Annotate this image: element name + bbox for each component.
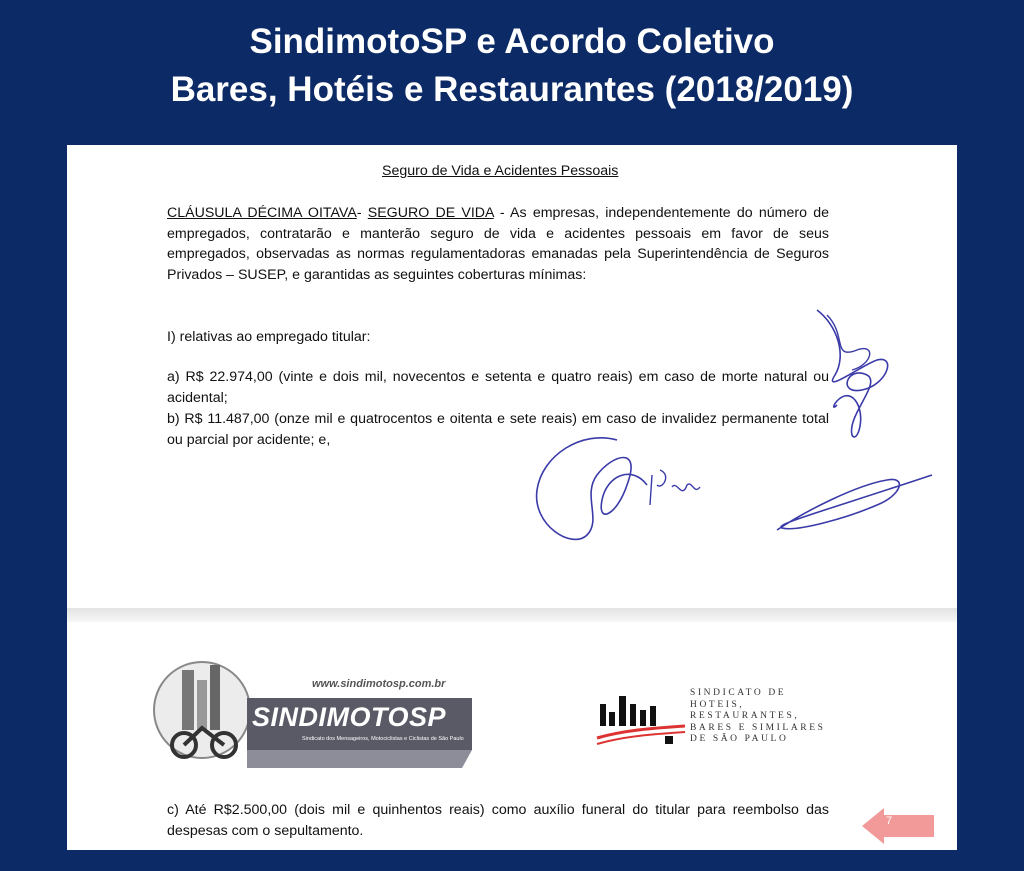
coverage-item-a: a) R$ 22.974,00 (vinte e dois mil, novecentos e setenta e quatro reais) em caso de morte natural ou acidental; — [167, 369, 829, 406]
sinhores-name — [690, 688, 826, 746]
coverage-item-c: c) Até R$2.500,00 (dois mil e quinhentos reais) como auxílio funeral do titular para reembolso das despesas com o sepultamento. — [167, 802, 829, 839]
sinhores-line-1: SINDICATO DE — [690, 688, 787, 698]
sinhores-line-2: HOTEIS, — [690, 699, 745, 710]
intro-item: I) relativas ao empregado titular: — [167, 329, 371, 345]
sindimotosp-tagline: Sindicato dos Mensageiros, Motociclistas e Ciclistas de São Paulo — [302, 736, 464, 742]
sinhores-line-3: RESTAURANTES, — [690, 711, 800, 721]
section-heading: Seguro de Vida e Acidentes Pessoais — [382, 163, 619, 179]
slide-title — [0, 18, 1024, 114]
clause-subject: SEGURO DE VIDA — [367, 205, 494, 221]
clause-separator: - — [356, 205, 368, 221]
coverage-item-b: b) R$ 11.487,00 (onze mil e quatrocentos e oitenta e sete reais) em caso de invalidez permanente total ou parcial por acidente; e, — [167, 411, 829, 448]
document-page-bottom — [67, 622, 957, 850]
document-page-top — [67, 145, 957, 608]
page-number: 7 — [886, 815, 893, 827]
clause-paragraph — [167, 203, 829, 285]
sindimotosp-url: www.sindimotosp.com.br — [312, 678, 446, 690]
slide-title-line-1: SindimotoSP e Acordo Coletivo — [249, 22, 775, 61]
page-separator — [67, 608, 957, 622]
sindimotosp-name: SINDIMOTOSP — [252, 702, 447, 732]
clause-label: CLÁUSULA DÉCIMA OITAVA — [167, 205, 357, 221]
previous-page-button[interactable] — [862, 808, 934, 844]
sinhores-logo-graphic — [595, 686, 690, 756]
sindimotosp-logo — [152, 650, 477, 775]
sinhores-logo — [595, 686, 860, 756]
sinhores-line-5: DE SÃO PAULO — [690, 734, 789, 744]
clause-body: - As empresas, independentemente do número de empregados, contratarão e manterão seguro de vida e acidentes pessoais em favor de seus empregados, observadas as normas regulamentadoras emanadas pela Superintendência de Seguros Privados – SUSEP, e garantidas as seguintes coberturas mínimas: — [167, 205, 829, 283]
signature-center — [522, 425, 732, 555]
signature-far-right — [767, 470, 942, 540]
left-arrow-icon — [862, 808, 934, 844]
slide-title-line-2: Bares, Hotéis e Restaurantes (2018/2019) — [170, 70, 854, 109]
sinhores-line-4: BARES E SIMILARES — [690, 722, 826, 733]
signature-right — [807, 305, 902, 445]
